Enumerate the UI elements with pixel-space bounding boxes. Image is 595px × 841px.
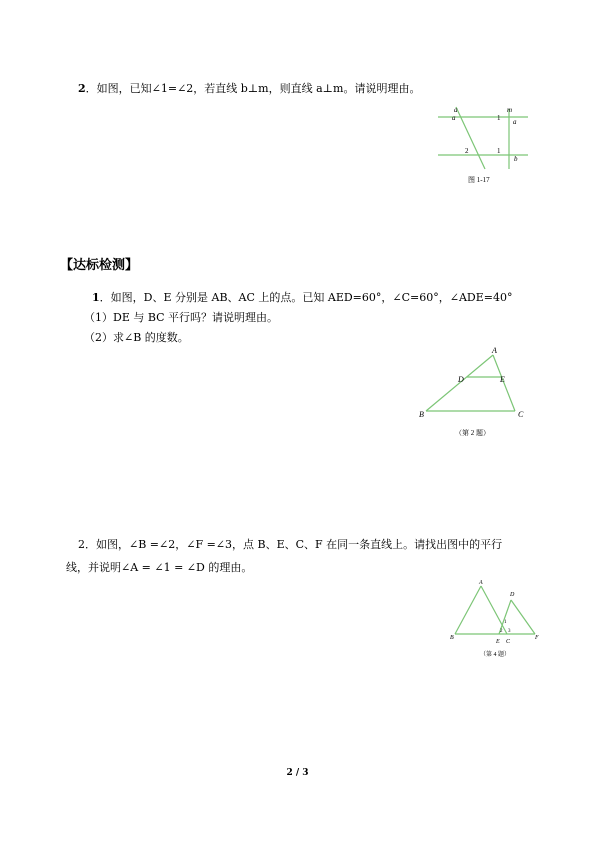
- label-2: 2: [500, 629, 503, 634]
- label-b-right: b: [514, 155, 518, 163]
- label-a-right: a: [513, 118, 517, 126]
- figure-caption: （第 2 题）: [455, 429, 490, 437]
- label-m-top: m: [507, 106, 513, 114]
- question-2-prev: [78, 82, 420, 96]
- label-B: B: [450, 635, 454, 641]
- figure-question-2: [418, 346, 530, 441]
- question-text: ．如图，D、E 分别是 AB、AC 上的点。已知 AED=60°，∠C=60°，∠ADE=40°: [99, 291, 513, 304]
- question-2-line1: 2．如图，∠B =∠2，∠F =∠3，点 B、E、C、F 在同一条直线上。请找出图中的平行: [78, 538, 503, 551]
- label-a-top: a: [454, 106, 458, 114]
- question-number: 2: [78, 82, 86, 95]
- label-1-bottom: 1: [497, 147, 501, 155]
- label-E: E: [500, 375, 505, 384]
- label-a-left: a: [452, 114, 456, 122]
- label-E: E: [496, 639, 500, 645]
- label-C: C: [518, 410, 524, 419]
- side-DF: [511, 600, 535, 634]
- transversal: [456, 107, 485, 169]
- label-A: A: [492, 346, 497, 355]
- label-B: B: [419, 410, 424, 419]
- label-F: F: [535, 635, 539, 641]
- question-1-sub1: （1）DE 与 BC 平行吗？请说明理由。: [84, 311, 279, 324]
- label-3: 3: [508, 629, 511, 634]
- question-1-sub2: （2）求∠B 的度数。: [84, 331, 189, 344]
- label-2: 2: [465, 147, 469, 155]
- figure-caption: （第 4 题）: [480, 652, 511, 658]
- question-1: [92, 291, 512, 305]
- label-D: D: [510, 592, 515, 598]
- side-AC: [481, 586, 507, 634]
- label-C: C: [506, 639, 511, 645]
- question-text: ．如图，已知∠1=∠2，若直线 b⊥m，则直线 a⊥m。请说明理由。: [85, 82, 421, 95]
- label-D: D: [458, 375, 464, 384]
- label-1-top: 1: [497, 114, 501, 122]
- figure-caption: 图 1-17: [468, 176, 490, 184]
- figure-question-4: [450, 578, 545, 660]
- label-A: A: [479, 580, 483, 586]
- section-title: 【达标检测】: [60, 258, 139, 273]
- label-1: 1: [504, 620, 507, 625]
- side-AB: [455, 586, 481, 634]
- question-2-line2: 线，并说明∠A = ∠1 = ∠D 的理由。: [66, 561, 253, 574]
- page-number: 2 / 3: [286, 768, 309, 778]
- figure-1-17: [438, 103, 528, 185]
- question-number: 1: [92, 291, 100, 304]
